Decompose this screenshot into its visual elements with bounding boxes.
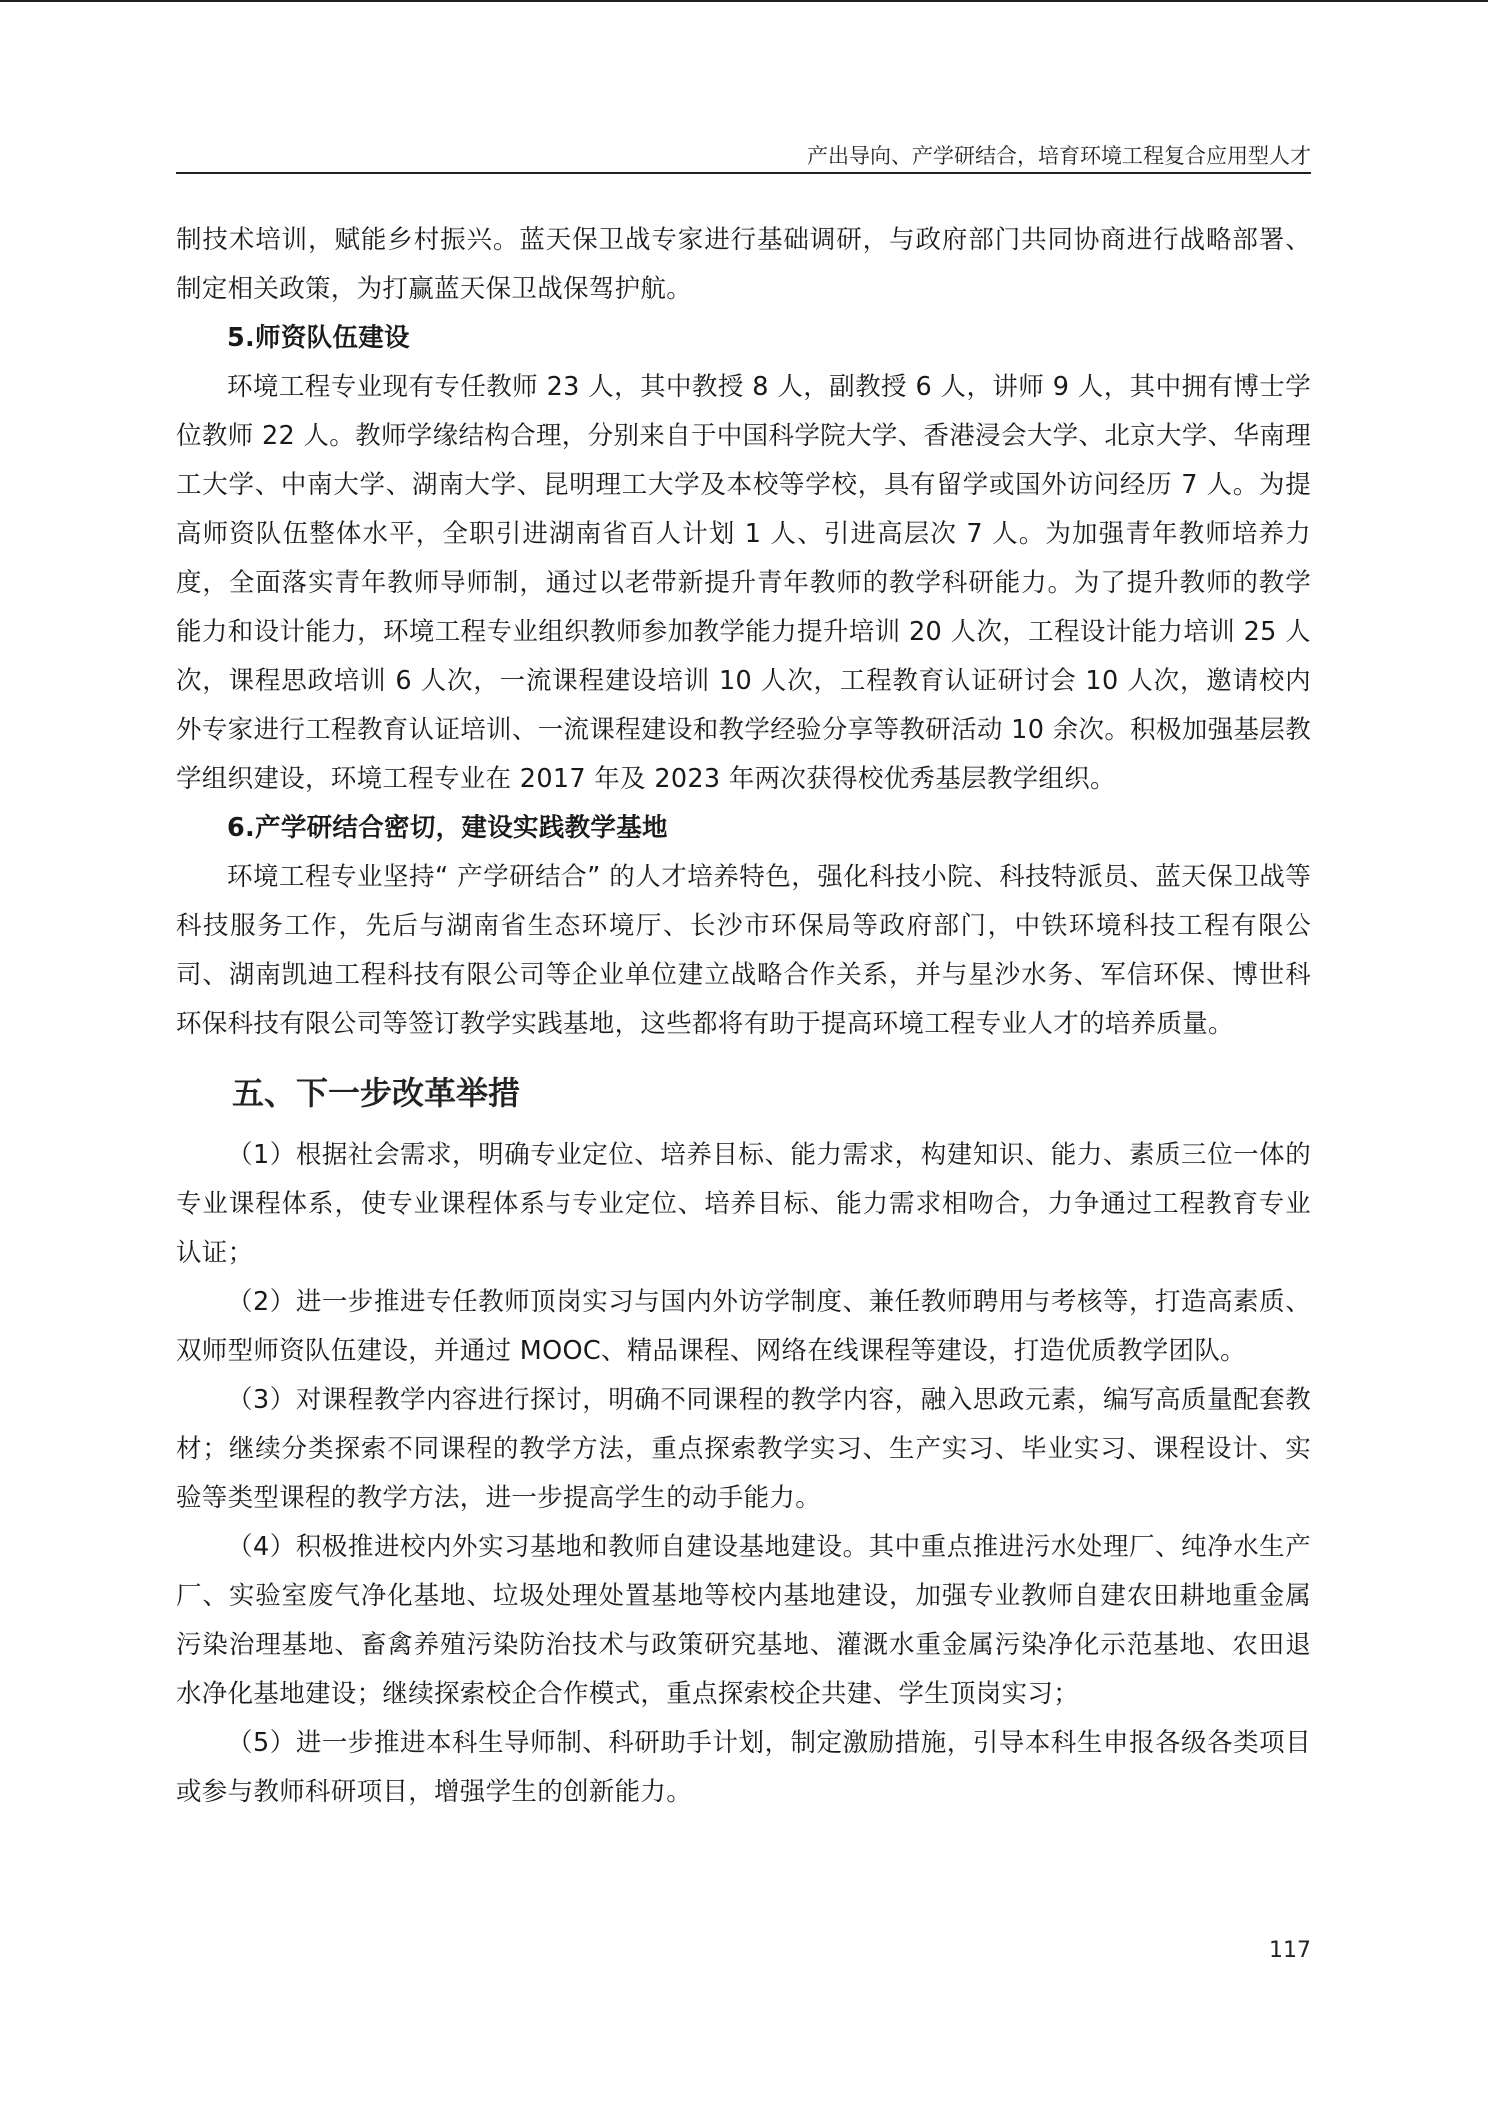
measure-item-2: （2）进一步推进专任教师顶岗实习与国内外访学制度、兼任教师聘用与考核等，打造高素质、双师型师资队伍建设，并通过 MOOC、精品课程、网络在线课程等建设，打造优质教学团队。 bbox=[176, 1287, 1311, 1366]
running-header: 产出导向、产学研结合，培育环境工程复合应用型人才 bbox=[807, 144, 1311, 168]
subheading-practice-base: 6.产学研结合密切，建设实践教学基地 bbox=[227, 813, 668, 843]
practice-base-paragraph: 环境工程专业坚持“ 产学研结合” 的人才培养特色，强化科技小院、科技特派员、蓝天保卫战等科技服务工作，先后与湖南省生态环境厅、长沙市环保局等政府部门，中铁环境科技工程有限公司、湖南凯迪工程科技有限公司等企业单位建立战略合作关系，并与星沙水务、军信环保、博世科环保科技有限公司等签订教学实践基地，这些都将有助于提高环境工程专业人才的培养质量。 bbox=[176, 862, 1311, 1039]
measure-item-4: （4）积极推进校内外实习基地和教师自建设基地建设。其中重点推进污水处理厂、纯净水生产厂、实验室废气净化基地、垃圾处理处置基地等校内基地建设，加强专业教师自建农田耕地重金属污染治理基地、畜禽养殖污染防治技术与政策研究基地、灌溉水重金属污染净化示范基地、农田退水净化基地建设；继续探索校企合作模式，重点探索校企共建、学生顶岗实习； bbox=[176, 1532, 1311, 1709]
measure-item-1: （1）根据社会需求，明确专业定位、培养目标、能力需求，构建知识、能力、素质三位一体的专业课程体系，使专业课程体系与专业定位、培养目标、能力需求相吻合，力争通过工程教育专业认证； bbox=[176, 1140, 1311, 1268]
faculty-paragraph: 环境工程专业现有专任教师 23 人，其中教授 8 人，副教授 6 人，讲师 9 人，其中拥有博士学位教师 22 人。教师学缘结构合理，分别来自于中国科学院大学、香港浸会大学、北京大学、华南理工大学、中南大学、湖南大学、昆明理工大学及本校等学校，具有留学或国外访问经历 7 人。为提高师资队伍整体水平，全职引进湖南省百人计划 1 人、引进高层次 7 人。为加强青年教师培养力度，全面落实青年教师导师制，通过以老带新提升青年教师的教学科研能力。为了提升教师的教学能力和设计能力，环境工程专业组织教师参加教学能力提升培训 20 人次，工程设计能力培训 25 人次，课程思政培训 6 人次，一流课程建设培训 10 人次，工程教育认证研讨会 10 人次，邀请校内外专家进行工程教育认证培训、一流课程建设和教学经验分享等教研活动 10 余次。积极加强基层教学组织建设，环境工程专业在 2017 年及 2023 年两次获得校优秀基层教学组织。 bbox=[176, 372, 1311, 794]
subheading-faculty: 5.师资队伍建设 bbox=[227, 323, 410, 353]
section-title: 五、下一步改革举措 bbox=[232, 1074, 521, 1112]
measure-item-3: （3）对课程教学内容进行探讨，明确不同课程的教学内容，融入思政元素，编写高质量配套教材；继续分类探索不同课程的教学方法，重点探索教学实习、生产实习、毕业实习、课程设计、实验等类型课程的教学方法，进一步提高学生的动手能力。 bbox=[176, 1385, 1311, 1513]
page-number: 117 bbox=[1269, 1938, 1311, 1963]
continued-paragraph: 制技术培训，赋能乡村振兴。蓝天保卫战专家进行基础调研，与政府部门共同协商进行战略部署、制定相关政策，为打赢蓝天保卫战保驾护航。 bbox=[176, 225, 1311, 304]
page-content bbox=[176, 216, 1311, 1817]
measure-item-5: （5）进一步推进本科生导师制、科研助手计划，制定激励措施，引导本科生申报各级各类项目或参与教师科研项目，增强学生的创新能力。 bbox=[176, 1728, 1311, 1807]
header-rule bbox=[176, 172, 1311, 174]
top-border-rule bbox=[0, 0, 1488, 2]
